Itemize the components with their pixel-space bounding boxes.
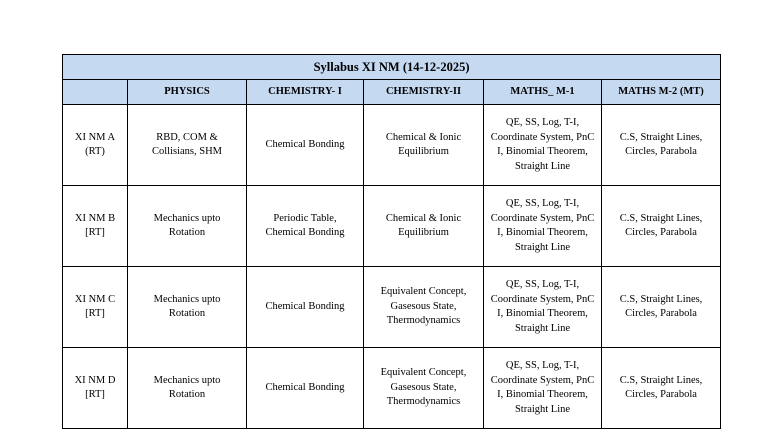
batch-cell[interactable] [63,267,128,348]
maths-1-cell-line: I, Binomial Theorem, [497,389,588,400]
chemistry-2-cell-line: Equivalent Concept, [380,286,467,298]
header-cell-physics[interactable]: PHYSICS [128,80,247,105]
maths-1-cell-line: I, Binomial Theorem, [497,146,588,157]
batch-label-line: XI NM A [74,131,116,143]
batch-cell[interactable] [63,105,128,186]
batch-label-line: XI NM B [74,212,116,224]
chemistry-2-cell-line: Thermodynamics [386,396,461,408]
table-title[interactable]: Syllabus XI NM (14-12-2025) [63,55,721,80]
chemistry-1-cell[interactable] [247,348,364,429]
chemistry-2-cell-line: Equivalent Concept, [380,367,467,379]
chemistry-2-cell[interactable] [364,186,484,267]
physics-cell[interactable] [128,267,247,348]
table-row [63,105,721,186]
maths-1-cell-line: QE, SS, Log, T-I, [505,279,580,290]
maths-1-cell-line: Straight Line [514,322,571,334]
chemistry-1-cell[interactable] [247,186,364,267]
maths-2-cell[interactable] [602,186,721,267]
chemistry-2-cell-line: Gasesous State, [390,381,457,393]
table-row [63,348,721,429]
header-cell-chemistry-1[interactable]: CHEMISTRY- I [247,80,364,105]
batch-label-line: XI NM C [74,293,116,305]
maths-1-cell-line: Straight Line [514,403,571,415]
chemistry-1-cell-line: Chemical Bonding [265,381,345,393]
chemistry-2-cell-line: Equilibrium [398,146,449,157]
maths-1-cell-line: Straight Line [514,160,571,172]
chemistry-1-cell-line: Chemical Bonding [265,138,345,150]
physics-cell-line: Rotation [168,389,206,400]
title-row [63,55,721,80]
chemistry-2-cell-line: Chemical & Ionic [385,212,462,224]
chemistry-2-cell[interactable] [364,348,484,429]
maths-1-cell-line: QE, SS, Log, T-I, [505,198,580,209]
chemistry-1-cell-line: Periodic Table, [273,212,337,224]
maths-2-cell[interactable] [602,267,721,348]
maths-1-cell[interactable] [484,186,602,267]
chemistry-1-cell-line: Chemical Bonding [265,227,345,238]
maths-2-cell-line: C.S, Straight Lines, [619,374,703,386]
maths-1-cell-line: Straight Line [514,241,571,253]
chemistry-2-cell-line: Equilibrium [398,227,449,238]
header-cell-chemistry-2[interactable]: CHEMISTRY-II [364,80,484,105]
maths-1-cell-line: QE, SS, Log, T-I, [505,117,580,128]
physics-cell-line: Mechanics upto [153,293,221,305]
maths-2-cell[interactable] [602,348,721,429]
maths-2-cell-line: Circles, Parabola [625,146,697,157]
physics-cell-line: Rotation [168,308,206,319]
physics-cell-line: RBD, COM & [156,131,218,143]
maths-2-cell-line: Circles, Parabola [625,227,697,238]
physics-cell-line: Mechanics upto [153,374,221,386]
chemistry-1-cell-line: Chemical Bonding [265,300,345,312]
table-row [63,186,721,267]
header-cell-maths-1[interactable]: MATHS_ M-1 [484,80,602,105]
header-row [63,80,721,105]
chemistry-2-cell-line: Thermodynamics [386,315,461,327]
maths-1-cell[interactable] [484,267,602,348]
maths-1-cell[interactable] [484,105,602,186]
chemistry-2-cell[interactable] [364,105,484,186]
maths-1-cell[interactable] [484,348,602,429]
chemistry-2-cell-line: Chemical & Ionic [385,131,462,143]
batch-label-line: [RT] [85,389,105,400]
physics-cell[interactable] [128,186,247,267]
maths-1-cell-line: Coordinate System, PnC [490,212,595,224]
physics-cell-line: Collisians, SHM [151,146,222,157]
maths-1-cell-line: Coordinate System, PnC [490,374,595,386]
header-cell-maths-2[interactable]: MATHS M-2 (MT) [602,80,721,105]
chemistry-2-cell-line: Gasesous State, [390,300,457,312]
physics-cell[interactable] [128,348,247,429]
chemistry-1-cell[interactable] [247,267,364,348]
batch-label-line: [RT] [85,227,105,238]
maths-1-cell-line: Coordinate System, PnC [490,293,595,305]
maths-2-cell-line: Circles, Parabola [625,389,697,400]
physics-cell-line: Mechanics upto [153,212,221,224]
batch-label-line: [RT] [85,308,105,319]
header-cell-batch[interactable] [63,80,128,105]
maths-1-cell-line: QE, SS, Log, T-I, [505,360,580,371]
chemistry-1-cell[interactable] [247,105,364,186]
batch-label-line: XI NM D [74,374,116,386]
maths-2-cell-line: C.S, Straight Lines, [619,293,703,305]
chemistry-2-cell[interactable] [364,267,484,348]
maths-2-cell-line: C.S, Straight Lines, [619,131,703,143]
maths-2-cell[interactable] [602,105,721,186]
maths-2-cell-line: Circles, Parabola [625,308,697,319]
batch-cell[interactable] [63,348,128,429]
maths-1-cell-line: Coordinate System, PnC [490,131,595,143]
syllabus-table [62,54,721,429]
batch-label-line: (RT) [85,146,105,157]
maths-1-cell-line: I, Binomial Theorem, [497,227,588,238]
physics-cell[interactable] [128,105,247,186]
maths-2-cell-line: C.S, Straight Lines, [619,212,703,224]
table-row [63,267,721,348]
physics-cell-line: Rotation [168,227,206,238]
maths-1-cell-line: I, Binomial Theorem, [497,308,588,319]
batch-cell[interactable] [63,186,128,267]
spreadsheet-sheet [62,54,720,429]
table-body [63,105,721,429]
